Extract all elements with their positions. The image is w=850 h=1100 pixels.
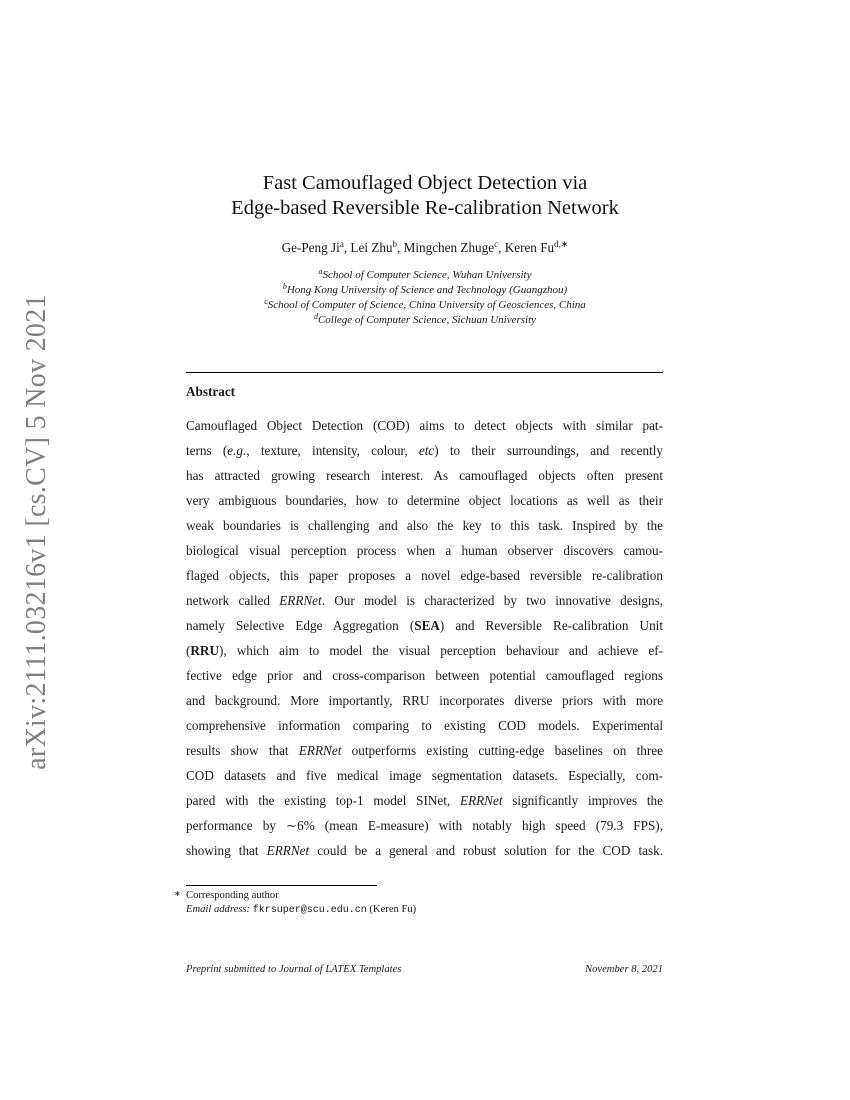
affiliation: $^c$School of Computer of Science, China University of Geosciences, China [264, 297, 586, 311]
abstract-line: namely Selective Edge Aggregation (SEA) and Reversible Re-calibration Unit [186, 618, 663, 633]
author: Mingchen Zhuge$^c$ [403, 239, 499, 255]
abstract-line: flaged objects, this paper proposes a novel edge-based reversible re-calibration [186, 568, 663, 583]
author: Ge-Peng Ji$^a$ [281, 239, 344, 255]
abstract-line: biological visual perception process when a human observer discovers camou- [186, 543, 663, 558]
arxiv-identifier: arXiv:2111.03216v1 [cs.CV] 5 Nov 2021 [21, 294, 52, 770]
abstract-line: showing that ERRNet could be a general and robust solution for the COD task. [186, 843, 663, 858]
abstract-heading: Abstract [186, 384, 236, 399]
abstract-line: COD datasets and five medical image segmentation datasets. Especially, com- [186, 768, 663, 783]
author: Keren $Fu^{d,∗}$ [504, 239, 569, 255]
abstract-line: comprehensive information comparing to existing COD models. Experimental [186, 718, 663, 733]
affiliation: $^d$College of Computer Science, Sichuan University [313, 312, 537, 326]
affiliation: $^b$Hong Kong University of Science and Technology (Guangzhou) [282, 282, 568, 296]
affiliation: $^a$School of Computer Science, Wuhan University [318, 267, 532, 281]
paper-title-line-2: Edge-based Reversible Re-calibration Network [231, 197, 619, 219]
abstract-line: and background. More importantly, RRU incorporates diverse priors with more [186, 693, 663, 708]
footer-preprint: Preprint submitted to Journal of LATEX Templates [186, 964, 402, 975]
abstract-line: has attracted growing research interest. As camouflaged objects often present [186, 468, 663, 483]
abstract-line: (RRU), which aim to model the visual perception behaviour and achieve ef- [186, 643, 663, 658]
author: Lei Zhu$^b$ [350, 239, 398, 255]
abstract-line: performance by ∼6% (mean E-measure) with notably high speed (79.3 FPS), [186, 818, 663, 833]
email-link[interactable]: fkrsuper@scu.edu.cn [252, 905, 367, 916]
author-list: Ge-Peng Ji$^a$, Lei Zhu$^b$, Mingchen Zhuge$^c$, Keren $Fu^{d,∗}$ [281, 239, 569, 255]
footer-date: November 8, 2021 [585, 964, 663, 975]
paper-title-line-1: Fast Camouflaged Object Detection via [262, 172, 588, 194]
abstract-line: pared with the existing top-1 model SINet, ERRNet significantly improves the [186, 793, 663, 808]
abstract-line: very ambiguous boundaries, how to determine object locations as well as their [186, 493, 663, 508]
abstract-line: fective edge prior and cross-comparison between potential camouflaged regions [186, 668, 663, 683]
abstract-line: terns (e.g., texture, intensity, colour, etc) to their surroundings, and recently [186, 443, 663, 458]
footnote-marker: ∗ [174, 889, 181, 898]
affiliation-list [0, 268, 850, 328]
footnote-email: Email address: fkrsuper@scu.edu.cn (Keren Fu) [186, 904, 417, 916]
abstract-line: Camouflaged Object Detection (COD) aims to detect objects with similar pat- [186, 418, 663, 433]
footnote-corresponding: Corresponding author [186, 890, 279, 901]
abstract-line: weak boundaries is challenging and also the key to this task. Inspired by the [186, 518, 663, 533]
abstract-top-rule [186, 372, 663, 373]
abstract-line: network called ERRNet. Our model is characterized by two innovative designs, [186, 593, 663, 608]
abstract-line: results show that ERRNet outperforms existing cutting-edge baselines on three [186, 743, 663, 758]
footnote-rule [186, 885, 377, 886]
